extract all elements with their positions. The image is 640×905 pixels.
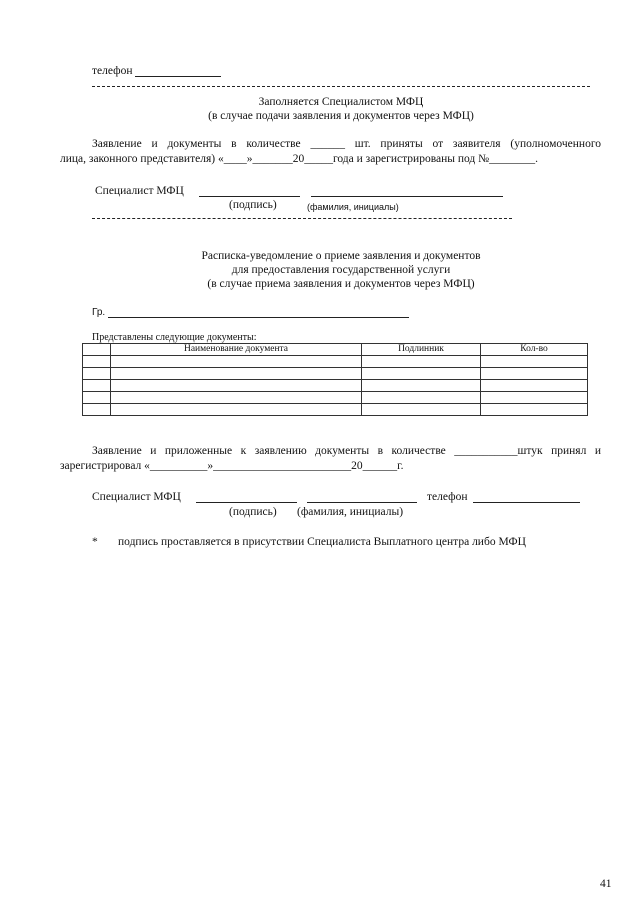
receipt-title-line1: Расписка-уведомление о приеме заявления и документов — [201, 250, 481, 262]
receipt-paragraph-line1: Заявление и приложенные к заявлению документы в количестве ___________штук принял и — [92, 445, 601, 457]
top-phone-label: телефон — [92, 65, 133, 77]
top-phone-blank — [135, 76, 221, 77]
citizen-name-line — [108, 317, 409, 318]
page-number: 41 — [600, 878, 612, 890]
footnote-text: подпись проставляется в присутствии Специалиста Выплатного центра либо МФЦ — [118, 536, 526, 548]
table-header-count: Кол-во — [481, 344, 588, 356]
table-header-row — [83, 344, 588, 356]
documents-table — [82, 343, 588, 416]
table-cell — [83, 404, 111, 416]
table-cell — [83, 392, 111, 404]
table-cell — [83, 356, 111, 368]
table-cell — [481, 404, 588, 416]
docs-label: Представлены следующие документы: — [92, 332, 257, 343]
receipt-name-line — [307, 502, 417, 503]
table-cell — [111, 356, 362, 368]
receipt-title-line2: для предоставления государственной услуги — [231, 264, 451, 276]
mfc-header-line1: Заполняется Специалистом МФЦ — [258, 96, 424, 108]
separator-top — [92, 86, 590, 87]
mfc-signature-caption: (подпись) — [229, 199, 277, 211]
table-cell — [111, 392, 362, 404]
table-header-number — [83, 344, 111, 356]
table-cell — [481, 356, 588, 368]
separator-middle — [92, 218, 512, 219]
mfc-specialist-label: Специалист МФЦ — [95, 185, 184, 197]
receipt-phone-label: телефон — [427, 491, 468, 503]
receipt-signature-caption: (подпись) — [229, 506, 277, 518]
table-cell — [362, 356, 481, 368]
footnote-marker: * — [92, 536, 98, 548]
table-cell — [481, 368, 588, 380]
receipt-specialist-label: Специалист МФЦ — [92, 491, 181, 503]
mfc-header-line2: (в случае подачи заявления и документов через МФЦ) — [208, 110, 474, 122]
mfc-paragraph-line2: лица, законного представителя) «____»_______20_____года и зарегистрированы под №________. — [60, 153, 538, 165]
table-cell — [83, 368, 111, 380]
mfc-name-line — [311, 196, 503, 197]
table-cell — [481, 380, 588, 392]
table-row — [83, 380, 588, 392]
mfc-paragraph-line1: Заявление и документы в количестве ______ шт. приняты от заявителя (уполномоченного — [92, 138, 601, 150]
receipt-title-line3: (в случае приема заявления и документов через МФЦ) — [207, 278, 475, 290]
table-row — [83, 368, 588, 380]
table-cell — [111, 404, 362, 416]
table-cell — [111, 368, 362, 380]
table-row — [83, 404, 588, 416]
table-cell — [111, 380, 362, 392]
receipt-phone-line — [473, 502, 580, 503]
table-cell — [362, 392, 481, 404]
receipt-name-caption: (фамилия, инициалы) — [297, 506, 404, 518]
table-row — [83, 356, 588, 368]
mfc-signature-line — [199, 196, 300, 197]
table-cell — [362, 368, 481, 380]
citizen-label: Гр. — [92, 307, 106, 318]
mfc-name-caption: (фамилия, инициалы) — [307, 202, 399, 212]
table-header-original: Подлинник — [362, 344, 481, 356]
table-row — [83, 392, 588, 404]
table-cell — [481, 392, 588, 404]
table-cell — [362, 380, 481, 392]
table-cell — [362, 404, 481, 416]
table-header-name: Наименование документа — [111, 344, 362, 356]
receipt-signature-line — [196, 502, 297, 503]
receipt-paragraph-line2: зарегистрировал «__________»________________________20______г. — [60, 460, 404, 472]
table-cell — [83, 380, 111, 392]
